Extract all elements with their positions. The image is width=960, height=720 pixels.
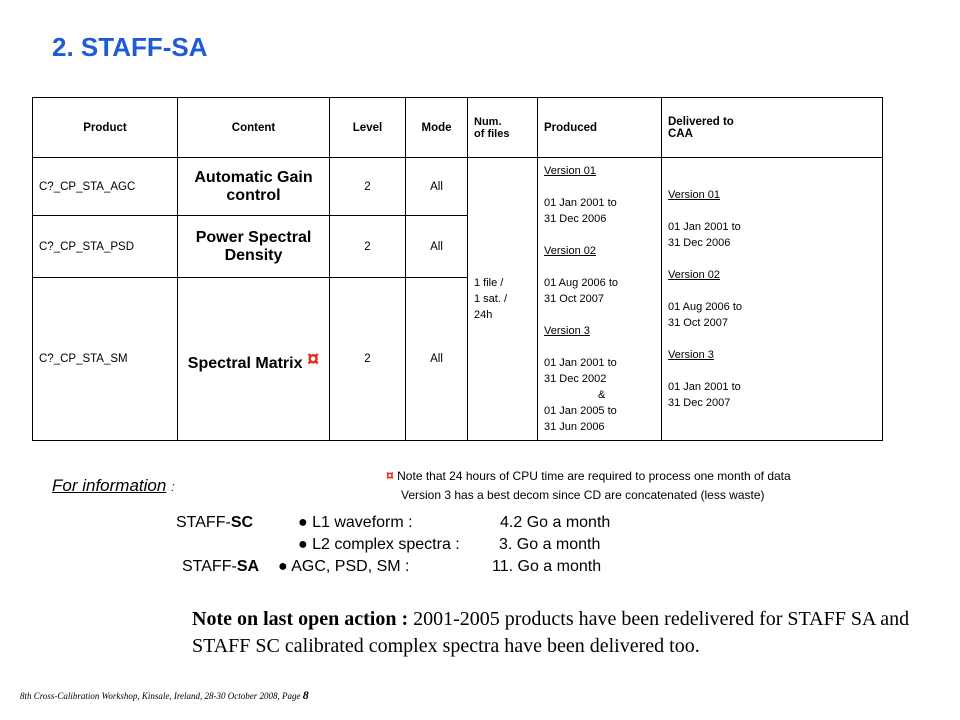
sa-label: ● AGC, PSD, SM : bbox=[278, 558, 410, 575]
table-row bbox=[33, 158, 883, 216]
produced-v3-range-a: 01 Jan 2001 to 31 Dec 2002 bbox=[544, 357, 617, 385]
note-cpu bbox=[386, 467, 791, 483]
staff-sc-prefix: STAFF- bbox=[176, 514, 231, 531]
note-version3: Version 3 has a best decom since CD are concatenated (less waste) bbox=[401, 488, 765, 502]
staff-sc-label bbox=[176, 514, 253, 532]
sa-value: 11. Go a month bbox=[492, 558, 602, 575]
sc-l2-label: ● L2 complex spectra : bbox=[298, 536, 460, 553]
staff-sa-label bbox=[182, 558, 259, 576]
level-cell: 2 bbox=[330, 278, 406, 441]
sc-l1-value: 4.2 Go a month bbox=[500, 514, 611, 531]
table-header-row bbox=[33, 98, 883, 158]
header-mode: Mode bbox=[406, 98, 468, 158]
staff-sa-suffix: SA bbox=[236, 558, 260, 575]
page-title: 2. STAFF-SA bbox=[52, 32, 208, 62]
delivered-v1-label: Version 01 bbox=[668, 189, 720, 201]
product-cell: C?_CP_STA_PSD bbox=[33, 216, 178, 278]
delivered-v1-range: 01 Jan 2001 to 31 Dec 2006 bbox=[668, 221, 741, 249]
delivered-v2-label: Version 02 bbox=[668, 269, 720, 281]
header-delivered: Delivered to CAA bbox=[662, 98, 883, 158]
header-content: Content bbox=[178, 98, 330, 158]
content-cell: Power Spectral Density bbox=[178, 216, 330, 278]
produced-amp: & bbox=[598, 389, 606, 401]
delivered-v3-label: Version 3 bbox=[668, 349, 714, 361]
for-information-label bbox=[52, 476, 175, 496]
note-cpu-text: Note that 24 hours of CPU time are required to process one month of data bbox=[397, 469, 791, 483]
produced-v1-label: Version 01 bbox=[544, 165, 596, 177]
header-produced: Produced bbox=[538, 98, 662, 158]
content-cell bbox=[178, 278, 330, 441]
note-symbol-icon: ¤ bbox=[386, 467, 394, 483]
footer-text: 8th Cross-Calibration Workshop, Kinsale, Ireland, 28-30 October 2008, Page bbox=[20, 691, 303, 701]
content-text: Spectral Matrix bbox=[187, 354, 303, 372]
delivered-v3-range: 01 Jan 2001 to 31 Dec 2007 bbox=[668, 381, 741, 409]
produced-cell bbox=[538, 158, 662, 441]
for-information-text: For information bbox=[52, 476, 167, 495]
product-cell: C?_CP_STA_SM bbox=[33, 278, 178, 441]
level-cell: 2 bbox=[330, 216, 406, 278]
for-information-colon: : bbox=[171, 479, 175, 494]
header-level: Level bbox=[330, 98, 406, 158]
mode-cell: All bbox=[406, 278, 468, 441]
products-table bbox=[32, 97, 883, 441]
staff-sc-suffix: SC bbox=[230, 514, 254, 531]
mode-cell: All bbox=[406, 158, 468, 216]
last-note-text: 2001-2005 products have been redelivered for STAFF SA and STAFF SC calibrated complex spectra have been delivered too. bbox=[192, 608, 910, 657]
num-files-cell: 1 file / 1 sat. / 24h bbox=[468, 158, 538, 441]
last-open-action-note bbox=[192, 606, 952, 660]
delivered-cell bbox=[662, 158, 883, 441]
produced-v2-label: Version 02 bbox=[544, 245, 596, 257]
produced-v3-label: Version 3 bbox=[544, 325, 590, 337]
sc-l2-value: 3. Go a month bbox=[499, 536, 601, 553]
content-cell: Automatic Gain control bbox=[178, 158, 330, 216]
produced-v2-range: 01 Aug 2006 to 31 Oct 2007 bbox=[544, 277, 619, 305]
header-product: Product bbox=[33, 98, 178, 158]
product-cell: C?_CP_STA_AGC bbox=[33, 158, 178, 216]
footer bbox=[20, 688, 309, 703]
mode-cell: All bbox=[406, 216, 468, 278]
staff-sa-prefix: STAFF- bbox=[182, 558, 237, 575]
header-num-files: Num. of files bbox=[468, 98, 538, 158]
produced-v3-range-b: 01 Jan 2005 to 31 Jun 2006 bbox=[544, 405, 617, 433]
currency-symbol-icon: ¤ bbox=[306, 345, 320, 371]
last-note-bold: Note on last open action : bbox=[192, 608, 409, 630]
delivered-v2-range: 01 Aug 2006 to 31 Oct 2007 bbox=[668, 301, 743, 329]
sc-l1-label: ● L1 waveform : bbox=[298, 514, 413, 531]
footer-page-number: 8 bbox=[302, 688, 309, 702]
level-cell: 2 bbox=[330, 158, 406, 216]
produced-v1-range: 01 Jan 2001 to 31 Dec 2006 bbox=[544, 197, 617, 225]
